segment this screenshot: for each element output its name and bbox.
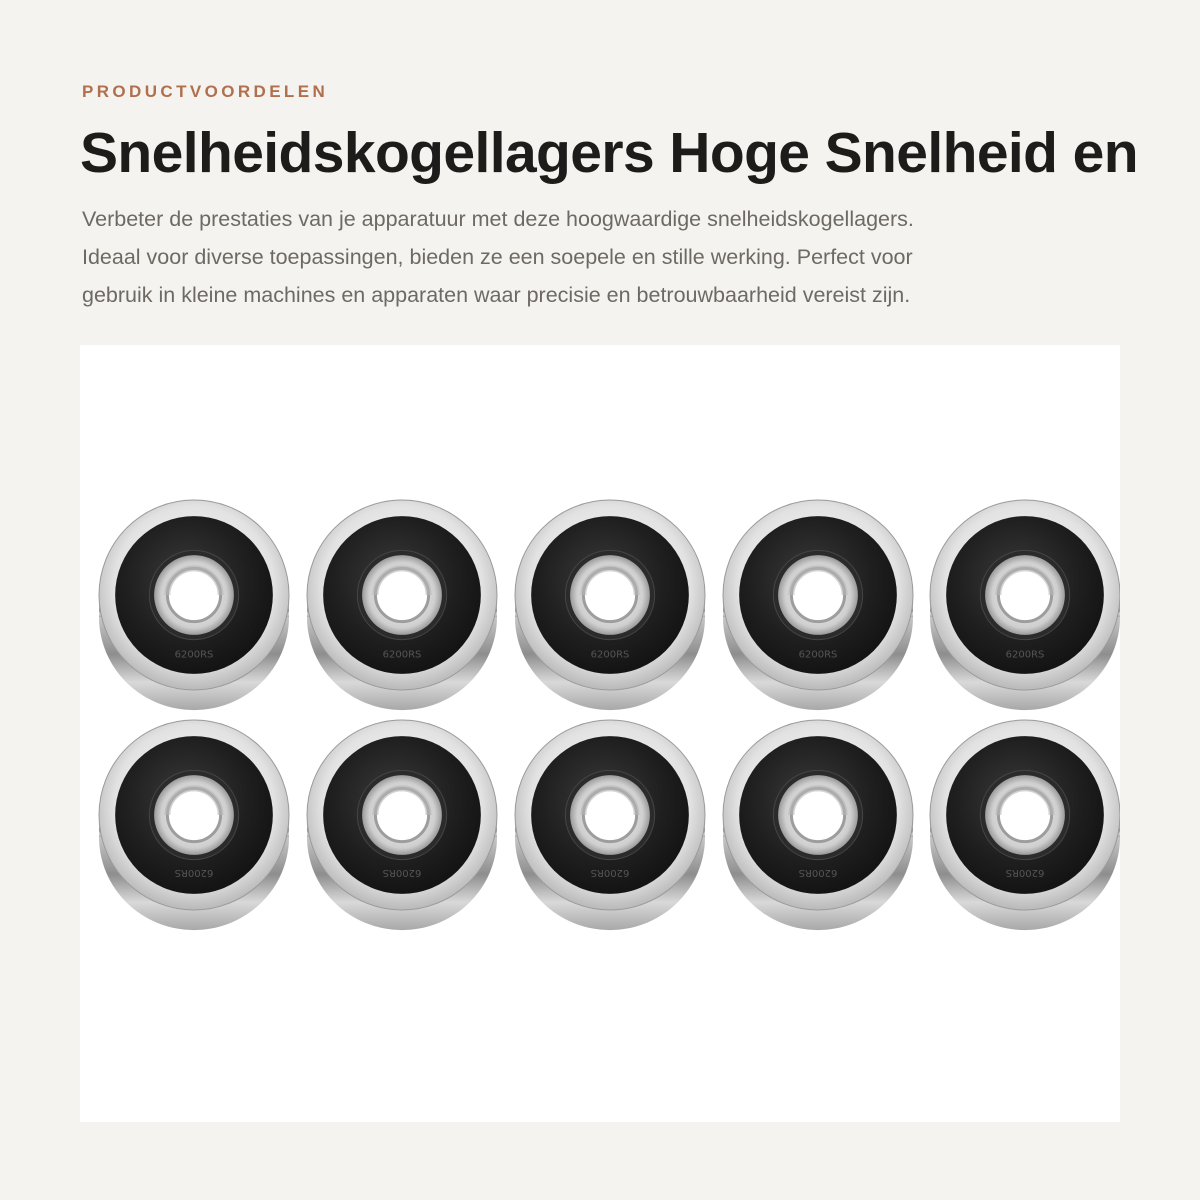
bearing: [307, 500, 497, 710]
bearing: [930, 720, 1120, 930]
product-description: [82, 200, 1132, 314]
bearing-marking: 6200RS: [590, 867, 630, 879]
bearing-marking: 6200RS: [1005, 649, 1045, 661]
bearing-marking: 6200RS: [798, 649, 838, 661]
bearings-photo: [80, 345, 1120, 1122]
bearing: [723, 500, 913, 710]
page-title: Snelheidskogellagers Hoge Snelheid en: [80, 121, 1138, 185]
bearing: [723, 720, 913, 930]
bearing-marking: 6200RS: [798, 867, 838, 879]
bearing-marking: 6200RS: [382, 867, 422, 879]
bearing: [515, 720, 705, 930]
bearing-marking: 6200RS: [382, 649, 422, 661]
bearing-marking: 6200RS: [590, 649, 630, 661]
bearing: [99, 720, 289, 930]
product-image: [80, 345, 1120, 1122]
bearing-marking: 6200RS: [174, 649, 214, 661]
bearing: [307, 720, 497, 930]
eyebrow-label: PRODUCTVOORDELEN: [82, 82, 329, 101]
description-line: gebruik in kleine machines en apparaten waar precisie en betrouwbaarheid vereist zijn.: [82, 283, 911, 307]
bearing-marking: 6200RS: [1005, 867, 1045, 879]
description-line: Verbeter de prestaties van je apparatuur met deze hoogwaardige snelheidskogellagers.: [82, 207, 914, 231]
bearing: [99, 500, 289, 710]
bearing-marking: 6200RS: [174, 867, 214, 879]
bearing: [930, 500, 1120, 710]
description-line: Ideaal voor diverse toepassingen, bieden ze een soepele en stille werking. Perfect voor: [82, 245, 913, 269]
bearing: [515, 500, 705, 710]
